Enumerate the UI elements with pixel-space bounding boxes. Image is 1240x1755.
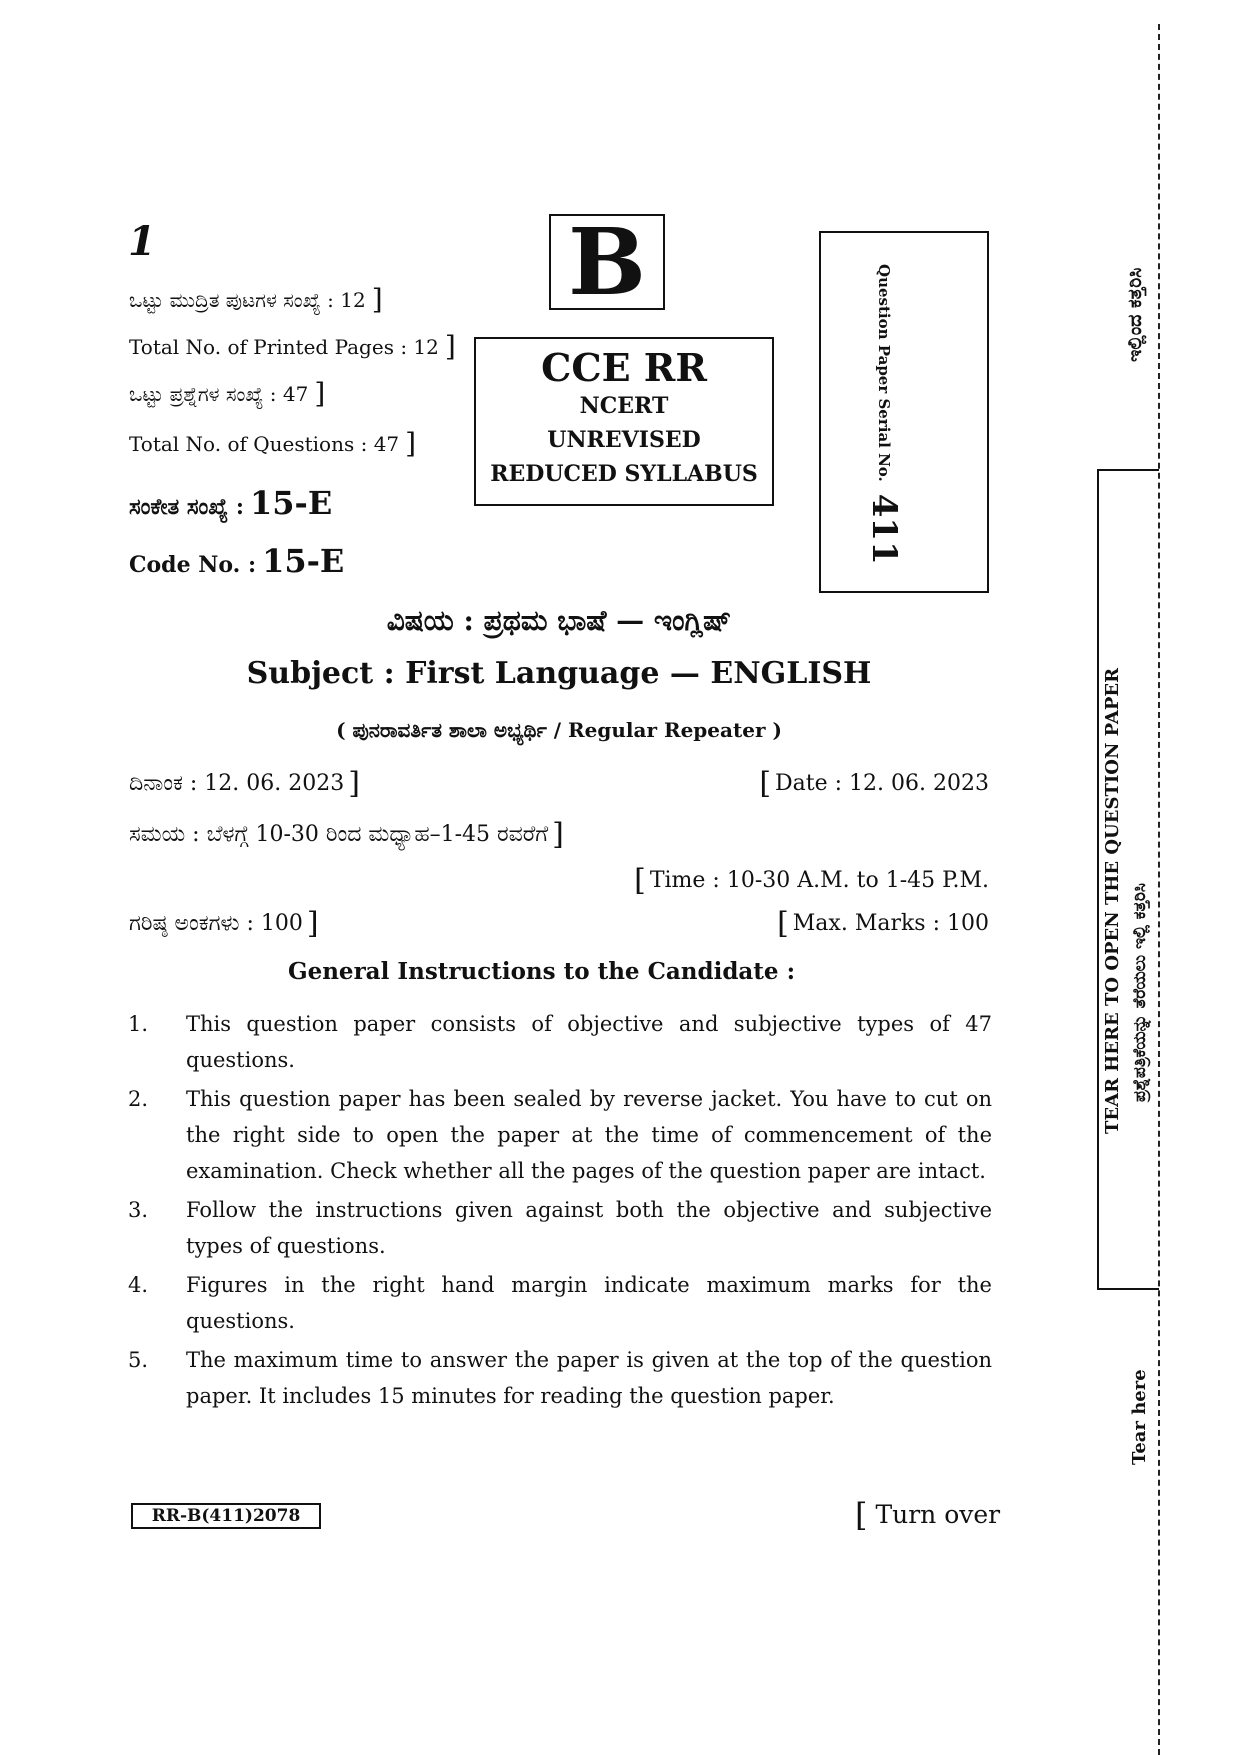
syllabus-line-1: CCE RR [541,345,707,390]
kn-time: ಸಮಯ : ಬೆಳಗ್ಗೆ 10-30 ರಿಂದ ಮಧ್ಯಾಹ–1-45 ರವರೆಗೆ [129,822,549,847]
instruction-item: 3. Follow the instructions given against both the objective and subjective types of questions. [128,1198,992,1258]
instructions-list [128,1006,992,1417]
en-total-pages: Total No. of Printed Pages : 12 ] [129,330,456,363]
serial-value: 411 [864,493,904,565]
en-total-questions: Total No. of Questions : 47 ] [129,427,417,460]
date-row: ದಿನಾಂಕ : 12. 06. 2023 ] [ Date : 12. 06. 2023 [129,766,989,801]
tear-here-label: Tear here [1129,1369,1150,1465]
syllabus-line-3: UNREVISED [547,426,701,453]
subject-english: Subject : First Language — ENGLISH [246,656,872,691]
serial-number [864,264,904,564]
page-number: 1 [128,218,156,265]
candidate-type: ( ಪುನರಾವರ್ತಿತ ಶಾಲಾ ಅಭ್ಯರ್ಥಿ / Regular Repeater ) [336,718,782,742]
serial-number-box [819,231,989,593]
en-date: [ Date : 12. 06. 2023 [759,766,989,801]
syllabus-box [474,337,774,506]
side-kannada-cut-here: ಇಲ್ಲಿಂದ ಕತ್ತರಿಸಿ [1124,267,1146,362]
instruction-item: 2. This question paper has been sealed by reverse jacket. You have to cut on the right side to open the paper at the time of commencement of the examination. Check whether all the pages of the question paper are intact. [128,1087,992,1183]
en-code-number: Code No. : 15-E [129,542,345,580]
turn-over: [ Turn over [855,1496,1001,1534]
kn-marks: ಗರಿಷ್ಠ ಅಂಕಗಳು : 100 [129,911,303,936]
tear-here-instruction-en: TEAR HERE TO OPEN THE QUESTION PAPER [1102,667,1123,1134]
instructions-title: General Instructions to the Candidate : [287,958,796,985]
kn-date: ದಿನಾಂಕ : 12. 06. 2023 [129,771,345,796]
instruction-item: 4. Figures in the right hand margin indicate maximum marks for the questions. [128,1273,992,1333]
kn-total-pages: ಒಟ್ಟು ಮುದ್ರಿತ ಪುಟಗಳ ಸಂಖ್ಯೆ : 12 ] [129,283,383,316]
kn-code-number: ಸಂಕೇತ ಸಂಖ್ಯೆ : 15-E [129,484,333,522]
syllabus-line-4: REDUCED SYLLABUS [490,460,758,487]
paper-code-box: RR-B(411)2078 [131,1503,321,1529]
syllabus-line-2: NCERT [579,392,669,419]
en-marks: [ Max. Marks : 100 [777,906,989,941]
marks-row: ಗರಿಷ್ಠ ಅಂಕಗಳು : 100 ] [ Max. Marks : 100 [129,906,989,941]
kn-time-row: ಸಮಯ : ಬೆಳಗ್ಗೆ 10-30 ರಿಂದ ಮಧ್ಯಾಹ–1-45 ರವರೆಗೆ ] [129,817,564,852]
en-time: [ Time : 10-30 A.M. to 1-45 P.M. [634,863,989,898]
tear-here-instruction-kn: ಪ್ರಶ್ನೆಪತ್ರಿಕೆಯನ್ನು ತೆರೆಯಲು ಇಲ್ಲಿ ಕತ್ತರಿಸಿ [1130,883,1150,1102]
kn-total-questions: ಒಟ್ಟು ಪ್ರಶ್ನೆಗಳ ಸಂಖ್ಯೆ : 47 ] [129,377,326,410]
serial-label: Question Paper Serial No. [875,264,893,482]
subject-kannada: ವಿಷಯ : ಪ್ರಥಮ ಭಾಷೆ — ಇಂಗ್ಲಿಷ್ [386,604,732,637]
instruction-item: 5. The maximum time to answer the paper is given at the top of the question paper. It includes 15 minutes for reading the question paper. [128,1348,992,1408]
version-letter-box: B [549,214,665,310]
instruction-item: 1. This question paper consists of objective and subjective types of 47 questions. [128,1012,992,1072]
